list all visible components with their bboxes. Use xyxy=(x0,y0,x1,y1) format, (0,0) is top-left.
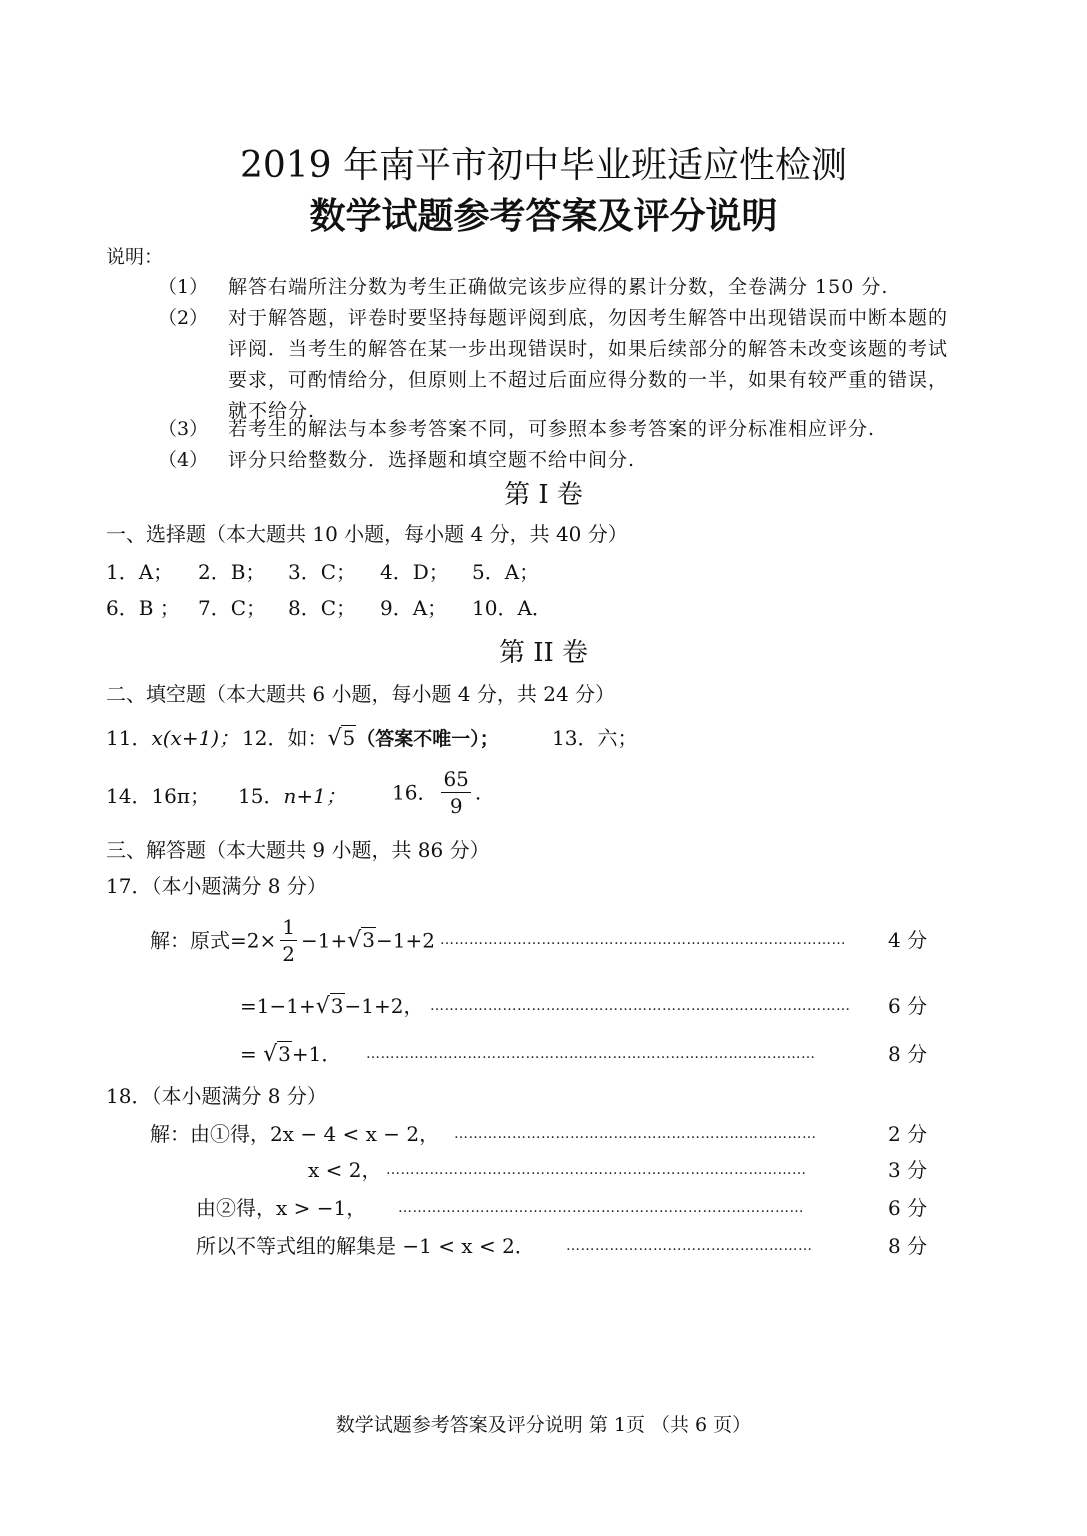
radical-sign: √ xyxy=(347,928,362,953)
step-text: −1+2 xyxy=(376,928,435,953)
q18-step-4: 所以不等式组的解集是 −1 < x < 2． xyxy=(196,1234,535,1258)
volume-2-heading: 第 II 卷 xyxy=(498,638,589,668)
dotted-leader: ………………………………………………………………………… xyxy=(440,932,846,948)
period: . xyxy=(474,780,482,805)
notes-heading: 说明： xyxy=(106,246,164,268)
page-footer: 数学试题参考答案及评分说明 第 1页 （共 6 页） xyxy=(335,1414,752,1436)
q18-step-1: 解：由①得，2x − 4 < x − 2， xyxy=(150,1122,440,1146)
fill-answer-14: 14．16π； xyxy=(106,784,211,808)
step-text: +1． xyxy=(291,1042,342,1066)
dotted-leader: ………………………………………………………………… xyxy=(454,1126,817,1142)
question-number: 12．如： xyxy=(242,726,328,750)
radical-sign: √ xyxy=(327,726,342,751)
denominator: 9 xyxy=(449,794,463,818)
volume-1-heading: 第 I 卷 xyxy=(504,480,583,510)
section-3-heading: 三、解答题（本大题共 9 小题，共 86 分） xyxy=(106,838,490,862)
choice-answer: 10．A． xyxy=(472,596,552,620)
note-item xyxy=(158,414,958,445)
square-root-expression xyxy=(327,724,356,753)
denominator: 2 xyxy=(282,942,295,966)
fill-answer-16 xyxy=(392,766,481,819)
step-score: 6 分 xyxy=(888,1196,928,1220)
note-item xyxy=(158,445,958,476)
numerator: 1 xyxy=(282,915,295,939)
note-item xyxy=(158,272,958,303)
radicand: 3 xyxy=(278,1042,291,1066)
step-prefix: =1−1+ xyxy=(240,994,316,1018)
note-text: 评分只给整数分．选择题和填空题不给中间分. xyxy=(228,449,636,471)
radical-sign: √ xyxy=(263,1042,278,1067)
step-text: −1+ xyxy=(300,928,348,953)
choice-answer: 3．C； xyxy=(288,560,357,584)
step-prefix: = xyxy=(240,1042,264,1066)
step-score: 4 分 xyxy=(888,928,928,952)
radicand: 3 xyxy=(330,994,344,1018)
question-18-heading: 18．（本小题满分 8 分） xyxy=(106,1084,327,1108)
choice-answer: 4．D； xyxy=(380,560,449,584)
note-number: （4） xyxy=(158,449,209,471)
fill-answer-15 xyxy=(238,782,346,810)
question-number: 11． xyxy=(106,726,152,750)
choice-answer: 2．B； xyxy=(198,560,266,584)
step-score: 8 分 xyxy=(888,1042,928,1066)
radicand: 5 xyxy=(342,726,356,750)
q18-step-2: x < 2， xyxy=(308,1158,382,1182)
dotted-leader: …………………………………………… xyxy=(566,1238,813,1254)
choice-answer: 6．B ； xyxy=(106,596,180,620)
answer-value: x(x+1)； xyxy=(151,726,240,750)
numerator: 65 xyxy=(443,767,469,791)
note-text: 对于解答题，评卷时要坚持每题评阅到底，勿因考生解答中出现错误而中断本题的评阅．当考生的解答在某一步出现错误时，如果后续部分的解答未改变该题的考试要求，可酌情给分，但原则上不超过后面应得分数的一半，如果有较严重的错误，就不给分. xyxy=(228,307,949,422)
step-score: 3 分 xyxy=(888,1158,928,1182)
question-number: 15． xyxy=(238,784,284,808)
note-text: 解答右端所注分数为考生正确做完该步应得的累计分数，全卷满分 150 分. xyxy=(228,276,889,298)
question-17-heading: 17．（本小题满分 8 分） xyxy=(106,874,327,898)
note-number: （3） xyxy=(158,418,209,440)
fraction xyxy=(441,766,470,819)
radical-sign: √ xyxy=(315,994,330,1019)
question-number: 16． xyxy=(392,780,438,805)
q18-step-3: 由②得，x > −1， xyxy=(196,1196,367,1220)
choice-answer: 5．A； xyxy=(472,560,540,584)
radicand: 3 xyxy=(362,928,375,952)
choice-answer: 9．A； xyxy=(380,596,448,620)
fill-answer-13: 13．六； xyxy=(552,726,638,750)
note-text: 若考生的解法与本参考答案不同，可参照本参考答案的评分标准相应评分. xyxy=(228,418,876,440)
q17-step-1 xyxy=(150,914,435,967)
dotted-leader: …………………………………………………………………………… xyxy=(430,998,851,1014)
note-item xyxy=(158,303,958,427)
square-root-expression xyxy=(263,1040,292,1069)
step-score: 2 分 xyxy=(888,1122,928,1146)
dotted-leader: ………………………………………………………………………………… xyxy=(366,1046,816,1062)
step-score: 6 分 xyxy=(888,994,928,1018)
square-root-expression xyxy=(316,992,345,1021)
page-subtitle: 数学试题参考答案及评分说明 xyxy=(309,195,778,237)
answer-value: n+1； xyxy=(283,784,346,808)
step-score: 8 分 xyxy=(888,1234,928,1258)
page-title: 2019 年南平市初中毕业班适应性检测 xyxy=(239,145,848,186)
section-2-heading: 二、填空题（本大题共 6 小题，每小题 4 分，共 24 分） xyxy=(106,682,616,706)
note-number: （1） xyxy=(158,276,209,298)
step-prefix: 解：原式=2× xyxy=(150,928,277,953)
section-1-heading: 一、选择题（本大题共 10 小题，每小题 4 分，共 40 分） xyxy=(106,522,628,546)
choice-answer: 7．C； xyxy=(198,596,267,620)
answer-note: （答案不唯一）； xyxy=(356,728,499,750)
choice-answer: 8．C； xyxy=(288,596,357,620)
choice-answer: 1．A； xyxy=(106,560,174,584)
note-number: （2） xyxy=(158,307,209,329)
step-text: −1+2， xyxy=(344,994,424,1018)
square-root-expression xyxy=(347,927,376,954)
dotted-leader: ………………………………………………………………………… xyxy=(398,1200,804,1216)
fill-answer-12 xyxy=(242,724,499,753)
dotted-leader: …………………………………………………………………………… xyxy=(386,1162,807,1178)
fill-answer-11 xyxy=(106,724,239,752)
fraction xyxy=(280,914,297,967)
q17-step-3 xyxy=(240,1040,341,1069)
q17-step-2 xyxy=(240,992,423,1021)
